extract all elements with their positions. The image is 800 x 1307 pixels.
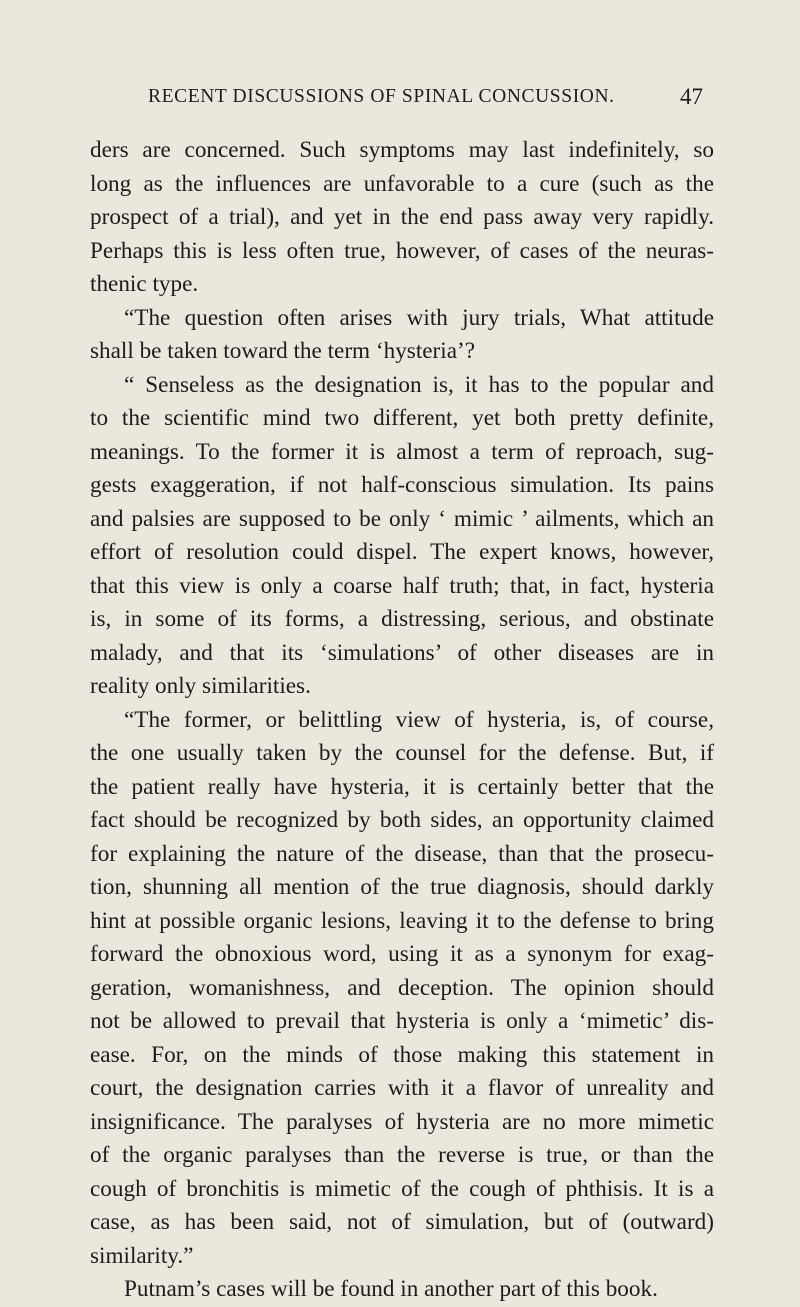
text-line: the patient really have hysteria, it is certainly better that the: [90, 773, 714, 800]
text-line: case, as has been said, not of simulation, but of (outward): [90, 1209, 714, 1235]
text-line: not be allowed to prevail that hysteria is only a ‘mimetic’ dis-: [90, 1008, 714, 1034]
text-line: tion, shunning all mention of the true diagnosis, should darkly: [90, 874, 714, 900]
text-line: to the scientific mind two different, yet both pretty definite,: [90, 405, 714, 431]
text-line: forward the obnoxious word, using it as a synonym for exag-: [90, 941, 714, 967]
text-line: effort of resolution could dispel. The expert knows, however,: [90, 539, 714, 565]
body-text: [90, 134, 714, 1307]
text-line: “The former, or belittling view of hysteria, is, of course,: [124, 706, 714, 733]
text-line: Putnam’s cases will be found in another part of this book.: [124, 1276, 658, 1302]
text-line: thenic type.: [90, 271, 199, 297]
text-line: insignificance. The paralyses of hysteria are no more mimetic: [90, 1108, 714, 1135]
text-line: Perhaps this is less often true, however, of cases of the neuras-: [90, 237, 714, 264]
text-line: malady, and that its ‘simulations’ of other diseases are in: [90, 639, 714, 666]
text-line: ease. For, on the minds of those making this statement in: [90, 1041, 714, 1068]
text-line: gests exaggeration, if not half-conscious simulation. Its pains: [90, 472, 714, 498]
text-line: “The question often arises with jury trials, What attitude: [124, 304, 714, 331]
text-line: the one usually taken by the counsel for the defense. But, if: [90, 740, 714, 766]
text-line: ders are concerned. Such symptoms may last indefinitely, so: [90, 137, 714, 163]
text-line: for explaining the nature of the disease, than that the prosecu-: [90, 840, 714, 867]
text-line: that this view is only a coarse half truth; that, in fact, hysteria: [90, 572, 714, 599]
text-line: shall be taken toward the term ‘hysteria’?: [90, 338, 476, 364]
text-line: prospect of a trial), and yet in the end pass away very rapidly.: [90, 204, 714, 230]
text-line: long as the influences are unfavorable to a cure (such as the: [90, 170, 714, 197]
text-line: cough of bronchitis is mimetic of the cough of phthisis. It is a: [90, 1175, 714, 1202]
text-line: “ Senseless as the designation is, it has to the popular and: [124, 371, 714, 398]
running-head: RECENT DISCUSSIONS OF SPINAL CONCUSSION.: [148, 86, 615, 107]
text-line: is, in some of its forms, a distressing, serious, and obstinate: [90, 606, 714, 632]
text-line: and palsies are supposed to be only ‘ mimic ’ ailments, which an: [90, 505, 714, 532]
text-line: hint at possible organic lesions, leaving it to the defense to bring: [90, 907, 714, 934]
text-line: similarity.”: [90, 1242, 194, 1269]
text-line: meanings. To the former it is almost a term of reproach, sug-: [90, 438, 714, 465]
text-line: of the organic paralyses than the reverse is true, or than the: [90, 1142, 714, 1168]
text-line: reality only similarities.: [90, 673, 311, 699]
page-number: 47: [680, 84, 703, 109]
text-line: fact should be recognized by both sides, an opportunity claimed: [90, 807, 714, 833]
text-line: court, the designation carries with it a flavor of unreality and: [90, 1075, 714, 1101]
text-line: geration, womanishness, and deception. The opinion should: [90, 974, 714, 1001]
